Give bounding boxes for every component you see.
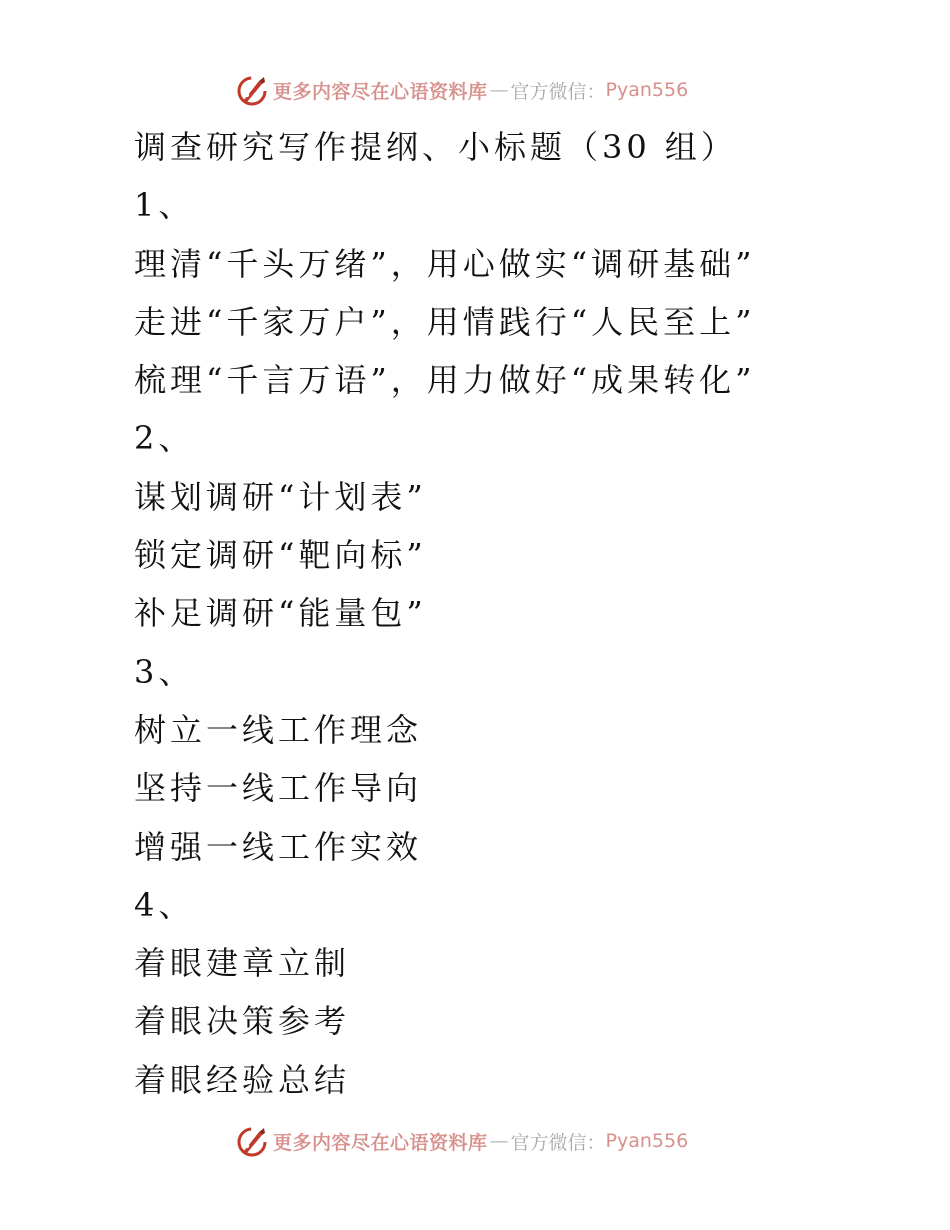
outline-group-2 (134, 409, 894, 642)
watermark-separator: — (489, 1130, 509, 1152)
footer-watermark (235, 1123, 688, 1159)
group-number: 3、 (134, 652, 195, 691)
group-number: 2、 (134, 419, 195, 458)
outline-item: 坚持一线工作导向 (134, 769, 423, 808)
outline-item: 着眼建章立制 (134, 944, 351, 983)
outline-item: 谋划调研“计划表” (134, 477, 427, 516)
watermark-label: 官方微信： (510, 80, 606, 103)
watermark-site-text: 更多内容尽在心语资料库 (273, 1131, 488, 1154)
watermark-wechat-id: Pyan556 (605, 1130, 689, 1152)
group-number: 1、 (134, 186, 195, 225)
document-body (134, 118, 894, 1109)
outline-item: 着眼经验总结 (134, 1060, 351, 1099)
outline-item: 梳理“千言万语”，用力做好“成果转化” (134, 361, 756, 400)
outline-group-3 (134, 643, 894, 876)
watermark-label: 官方微信： (510, 1131, 606, 1154)
quill-pen-logo-icon (235, 1124, 269, 1158)
outline-item: 锁定调研“靶向标” (134, 536, 427, 575)
outline-group-4 (134, 876, 894, 1109)
outline-item: 树立一线工作理念 (134, 710, 423, 749)
header-watermark (235, 72, 688, 108)
outline-item: 增强一线工作实效 (134, 827, 423, 866)
document-title: 调查研究写作提纲、小标题（30 组） (134, 128, 737, 166)
group-number: 4、 (134, 885, 195, 924)
outline-item: 理清“千头万绪”，用心做实“调研基础” (134, 244, 756, 283)
quill-pen-logo-icon (235, 73, 269, 107)
outline-item: 着眼决策参考 (134, 1002, 351, 1041)
outline-group-1 (134, 176, 894, 409)
outline-item: 走进“千家万户”，用情践行“人民至上” (134, 302, 756, 341)
watermark-separator: — (489, 79, 509, 101)
watermark-site-text: 更多内容尽在心语资料库 (273, 80, 488, 103)
watermark-wechat-id: Pyan556 (605, 79, 689, 101)
outline-item: 补足调研“能量包” (134, 594, 427, 633)
